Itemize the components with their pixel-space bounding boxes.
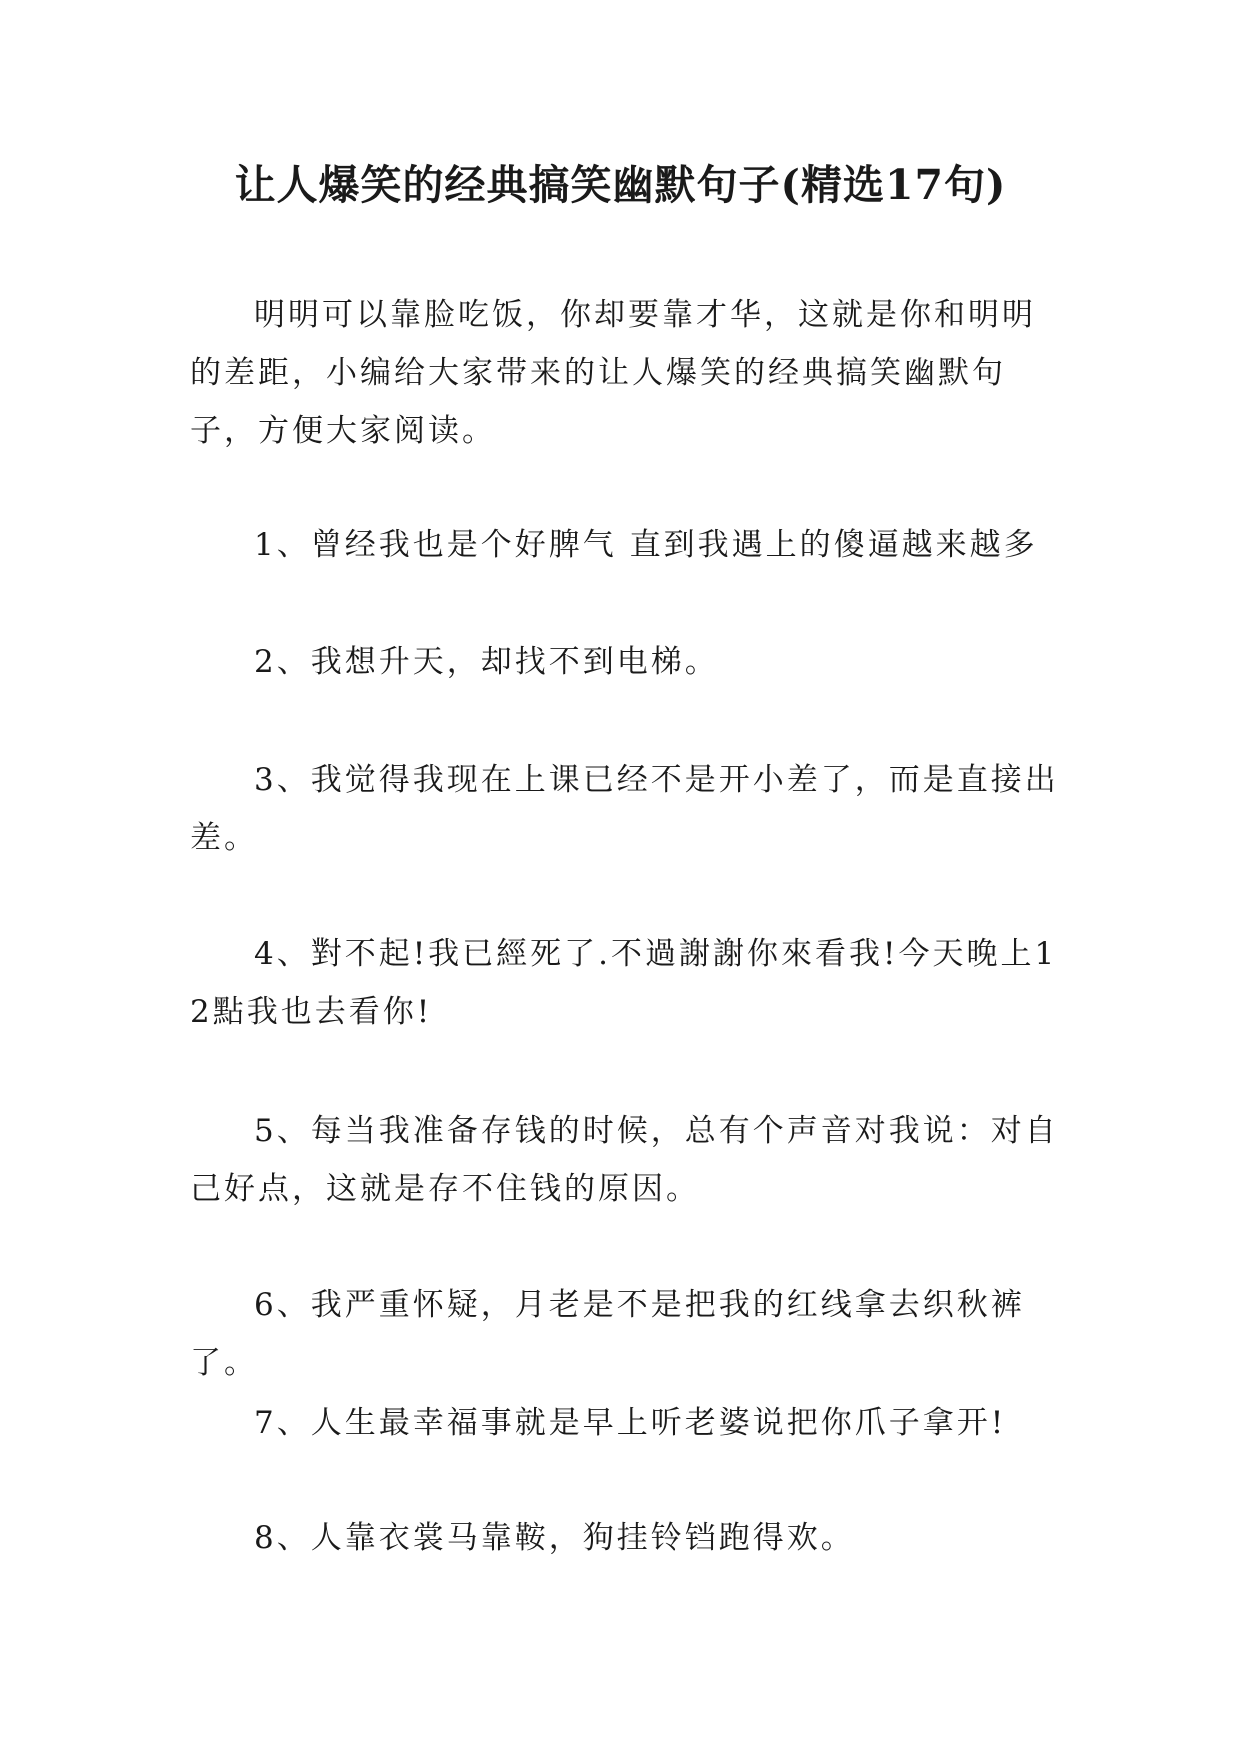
- list-item: 5、每当我准备存钱的时候，总有个声音对我说：对自己好点，这就是存不住钱的原因。: [190, 1113, 1059, 1207]
- list-item: 1、曾经我也是个好脾气 直到我遇上的傻逼越来越多: [254, 527, 1038, 563]
- list-item: 4、對不起!我已經死了.不過謝謝你來看我!今天晚上12點我也去看你!: [190, 936, 1058, 1030]
- list-item: 7、人生最幸福事就是早上听老婆说把你爪子拿开!: [254, 1405, 1007, 1441]
- intro-paragraph: 明明可以靠脸吃饭，你却要靠才华，这就是你和明明的差距，小编给大家带来的让人爆笑的经典搞笑幽默句子，方便大家阅读。: [190, 297, 1036, 449]
- list-item: 2、我想升天，却找不到电梯。: [254, 644, 719, 680]
- list-item: 3、我觉得我现在上课已经不是开小差了，而是直接出差。: [190, 762, 1059, 856]
- list-item: 6、我严重怀疑，月老是不是把我的红线拿去织秋裤了。: [190, 1287, 1025, 1381]
- list-item: 8、人靠衣裳马靠鞍，狗挂铃铛跑得欢。: [254, 1520, 855, 1556]
- document-title: 让人爆笑的经典搞笑幽默句子(精选17句): [234, 161, 1007, 209]
